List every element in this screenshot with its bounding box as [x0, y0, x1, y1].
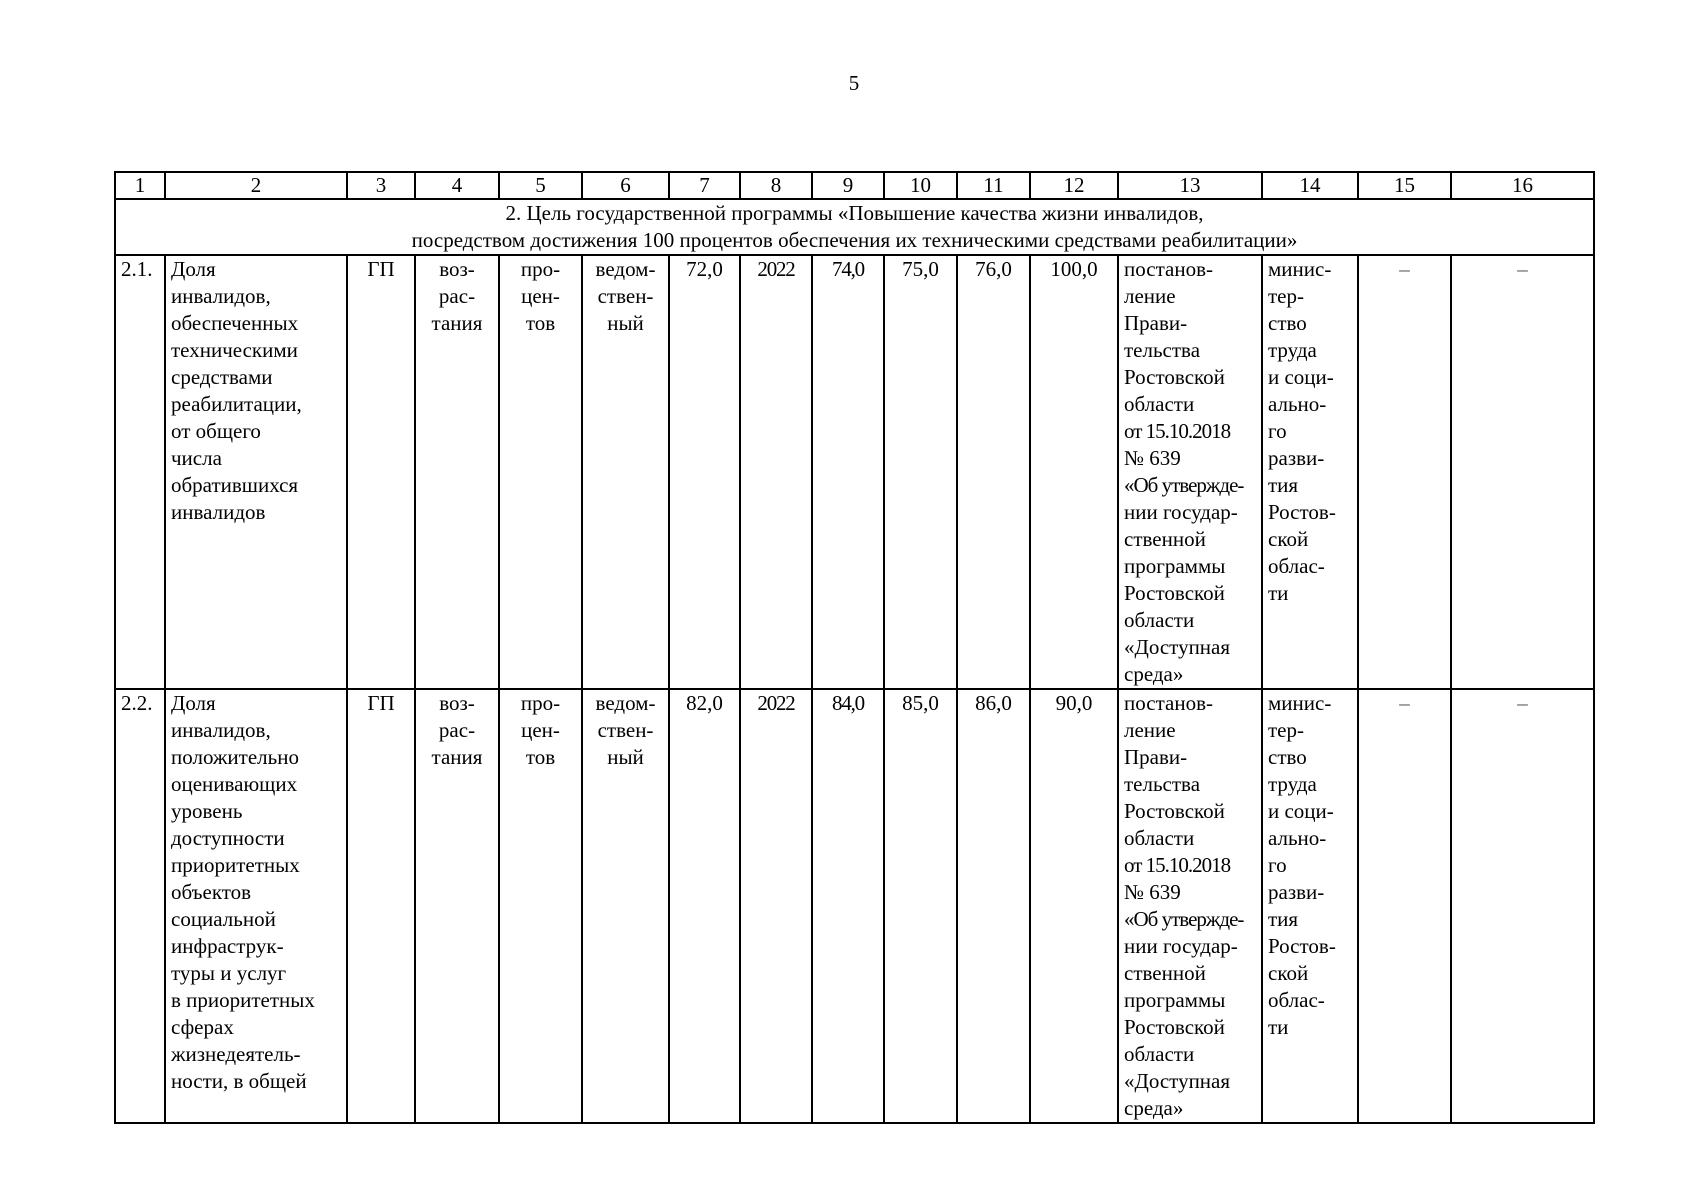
cell-line: минис-	[1268, 257, 1332, 281]
column-number: 6	[582, 172, 669, 199]
cell-line: среда»	[1124, 1096, 1184, 1120]
column-number: 4	[415, 172, 499, 199]
column-number: 8	[740, 172, 812, 199]
cell-line: № 639	[1124, 446, 1181, 470]
cell-line: от 15.10.2018	[1124, 853, 1231, 877]
cell-line: инвалидов,	[171, 718, 271, 742]
cell-line: ности, в общей	[171, 1069, 307, 1093]
cell-line: Доля	[171, 257, 216, 281]
indicator-trend	[415, 255, 499, 689]
value-col-10: 75,0	[884, 255, 957, 689]
responsible-body	[1262, 689, 1358, 1123]
cell-line: тов	[525, 745, 556, 769]
cell-line: ти	[1268, 581, 1289, 605]
section-title-line: посредством достижения 100 процентов обеспечения их техническими средствами реабилитации»	[411, 228, 1298, 252]
cell-line: положительно	[171, 745, 299, 769]
cell-line: нии государ-	[1124, 934, 1238, 958]
cell-line: приоритетных	[171, 853, 300, 877]
cell-line: постанов-	[1124, 691, 1213, 715]
cell-line: от 15.10.2018	[1124, 419, 1231, 443]
cell-line: Ростовской	[1124, 799, 1225, 823]
page-number: 5	[848, 71, 860, 95]
indicator-number: 2.2.	[115, 689, 165, 1123]
cell-line: туры и услуг	[171, 961, 287, 985]
cell-line: «Доступная	[1124, 1069, 1231, 1093]
cell-line: Ростов-	[1268, 934, 1336, 958]
cell-line: уровень	[171, 799, 243, 823]
responsible-body	[1262, 255, 1358, 689]
cell-line: области	[1124, 1042, 1195, 1066]
cell-line: ведом-	[595, 257, 656, 281]
cell-line: воз-	[439, 691, 475, 715]
cell-line: тер-	[1268, 284, 1304, 308]
indicator-unit	[499, 689, 582, 1123]
cell-line: тельства	[1124, 338, 1201, 362]
cell-line: области	[1124, 392, 1195, 416]
column-number-row	[115, 172, 1594, 199]
column-number: 14	[1262, 172, 1358, 199]
cell-line: доступности	[171, 826, 285, 850]
col-16-value: –	[1451, 255, 1594, 689]
cell-line: тия	[1268, 473, 1299, 497]
cell-line: № 639	[1124, 880, 1181, 904]
cell-line: го	[1268, 419, 1287, 443]
cell-line: Доля	[171, 691, 216, 715]
column-number: 7	[669, 172, 740, 199]
cell-line: го	[1268, 853, 1287, 877]
cell-line: ствен-	[597, 718, 654, 742]
section-heading-row	[115, 199, 1594, 255]
cell-line: труда	[1268, 772, 1317, 796]
legal-document	[1118, 255, 1262, 689]
indicators-table	[114, 171, 1595, 1124]
cell-line: ально-	[1268, 826, 1327, 850]
cell-line: числа	[171, 446, 222, 470]
cell-line: ление	[1124, 718, 1176, 742]
value-col-11: 76,0	[957, 255, 1030, 689]
cell-line: обеспеченных	[171, 311, 299, 335]
cell-line: облас-	[1268, 988, 1325, 1012]
cell-line: Прави-	[1124, 311, 1188, 335]
cell-line: тов	[525, 311, 556, 335]
cell-line: программы	[1124, 554, 1226, 578]
column-number: 16	[1451, 172, 1594, 199]
cell-line: от общего	[171, 419, 261, 443]
indicator-row	[115, 689, 1594, 1123]
indicator-name	[165, 255, 347, 689]
cell-line: «Об утвержде-	[1124, 907, 1244, 931]
cell-line: рас-	[438, 718, 476, 742]
cell-line: инвалидов,	[171, 284, 271, 308]
cell-line: инвалидов	[171, 500, 266, 524]
value-col-11: 86,0	[957, 689, 1030, 1123]
cell-line: ально-	[1268, 392, 1327, 416]
cell-line: воз-	[439, 257, 475, 281]
value-col-12: 90,0	[1030, 689, 1118, 1123]
cell-line: Ростовской	[1124, 581, 1225, 605]
cell-line: минис-	[1268, 691, 1332, 715]
cell-line: программы	[1124, 988, 1226, 1012]
indicator-level: ГП	[347, 255, 415, 689]
indicator-type	[582, 255, 669, 689]
cell-line: «Доступная	[1124, 635, 1231, 659]
value-col-12: 100,0	[1030, 255, 1118, 689]
indicator-number: 2.1.	[115, 255, 165, 689]
cell-line: и соци-	[1268, 365, 1334, 389]
indicator-name	[165, 689, 347, 1123]
cell-line: сферах	[171, 1015, 234, 1039]
indicator-type	[582, 689, 669, 1123]
column-number: 1	[115, 172, 165, 199]
cell-line: «Об утвержде-	[1124, 473, 1244, 497]
cell-line: тия	[1268, 907, 1299, 931]
cell-line: ный	[607, 311, 644, 335]
cell-line: ство	[1268, 311, 1307, 335]
cell-line: социальной	[171, 907, 276, 931]
cell-line: техническими	[171, 338, 298, 362]
cell-line: рас-	[438, 284, 476, 308]
cell-line: цен-	[521, 284, 560, 308]
cell-line: области	[1124, 826, 1195, 850]
cell-line: тер-	[1268, 718, 1304, 742]
cell-line: ственной	[1124, 527, 1206, 551]
cell-line: Прави-	[1124, 745, 1188, 769]
column-number: 2	[165, 172, 347, 199]
base-year: 2022	[740, 255, 812, 689]
cell-line: ведом-	[595, 691, 656, 715]
column-number: 15	[1358, 172, 1451, 199]
cell-line: ской	[1268, 527, 1309, 551]
cell-line: и соци-	[1268, 799, 1334, 823]
cell-line: жизнедеятель-	[171, 1042, 301, 1066]
column-number: 13	[1118, 172, 1262, 199]
base-year: 2022	[740, 689, 812, 1123]
col-15-value: –	[1358, 255, 1451, 689]
value-col-9: 74,0	[812, 255, 884, 689]
column-number: 3	[347, 172, 415, 199]
cell-line: инфраструк-	[171, 934, 284, 958]
cell-line: средствами	[171, 365, 273, 389]
column-number: 5	[499, 172, 582, 199]
value-col-10: 85,0	[884, 689, 957, 1123]
cell-line: постанов-	[1124, 257, 1213, 281]
indicator-level: ГП	[347, 689, 415, 1123]
cell-line: нии государ-	[1124, 500, 1238, 524]
cell-line: про-	[520, 257, 561, 281]
cell-line: Ростов-	[1268, 500, 1336, 524]
cell-line: ской	[1268, 961, 1309, 985]
section-title	[115, 199, 1594, 255]
column-number: 10	[884, 172, 957, 199]
cell-line: ственной	[1124, 961, 1206, 985]
column-number: 12	[1030, 172, 1118, 199]
cell-line: облас-	[1268, 554, 1325, 578]
cell-line: Ростовской	[1124, 1015, 1225, 1039]
indicator-unit	[499, 255, 582, 689]
cell-line: ство	[1268, 745, 1307, 769]
section-title-line: 2. Цель государственной программы «Повышение качества жизни инвалидов,	[505, 201, 1204, 225]
indicator-trend	[415, 689, 499, 1123]
legal-document	[1118, 689, 1262, 1123]
col-15-value: –	[1358, 689, 1451, 1123]
cell-line: обратившихся	[171, 473, 299, 497]
column-number: 11	[957, 172, 1030, 199]
cell-line: Ростовской	[1124, 365, 1225, 389]
cell-line: ный	[607, 745, 644, 769]
cell-line: про-	[520, 691, 561, 715]
cell-line: разви-	[1268, 446, 1325, 470]
base-value: 82,0	[669, 689, 740, 1123]
cell-line: области	[1124, 608, 1195, 632]
cell-line: ствен-	[597, 284, 654, 308]
cell-line: ление	[1124, 284, 1176, 308]
cell-line: в приоритетных	[171, 988, 315, 1012]
cell-line: труда	[1268, 338, 1317, 362]
value-col-9: 84,0	[812, 689, 884, 1123]
column-number: 9	[812, 172, 884, 199]
cell-line: тания	[431, 745, 483, 769]
cell-line: тания	[431, 311, 483, 335]
cell-line: среда»	[1124, 662, 1184, 686]
cell-line: объектов	[171, 880, 252, 904]
cell-line: реабилитации,	[171, 392, 302, 416]
cell-line: оценивающих	[171, 772, 298, 796]
col-16-value: –	[1451, 689, 1594, 1123]
cell-line: ти	[1268, 1015, 1289, 1039]
cell-line: разви-	[1268, 880, 1325, 904]
indicator-row	[115, 255, 1594, 689]
base-value: 72,0	[669, 255, 740, 689]
cell-line: тельства	[1124, 772, 1201, 796]
cell-line: цен-	[521, 718, 560, 742]
